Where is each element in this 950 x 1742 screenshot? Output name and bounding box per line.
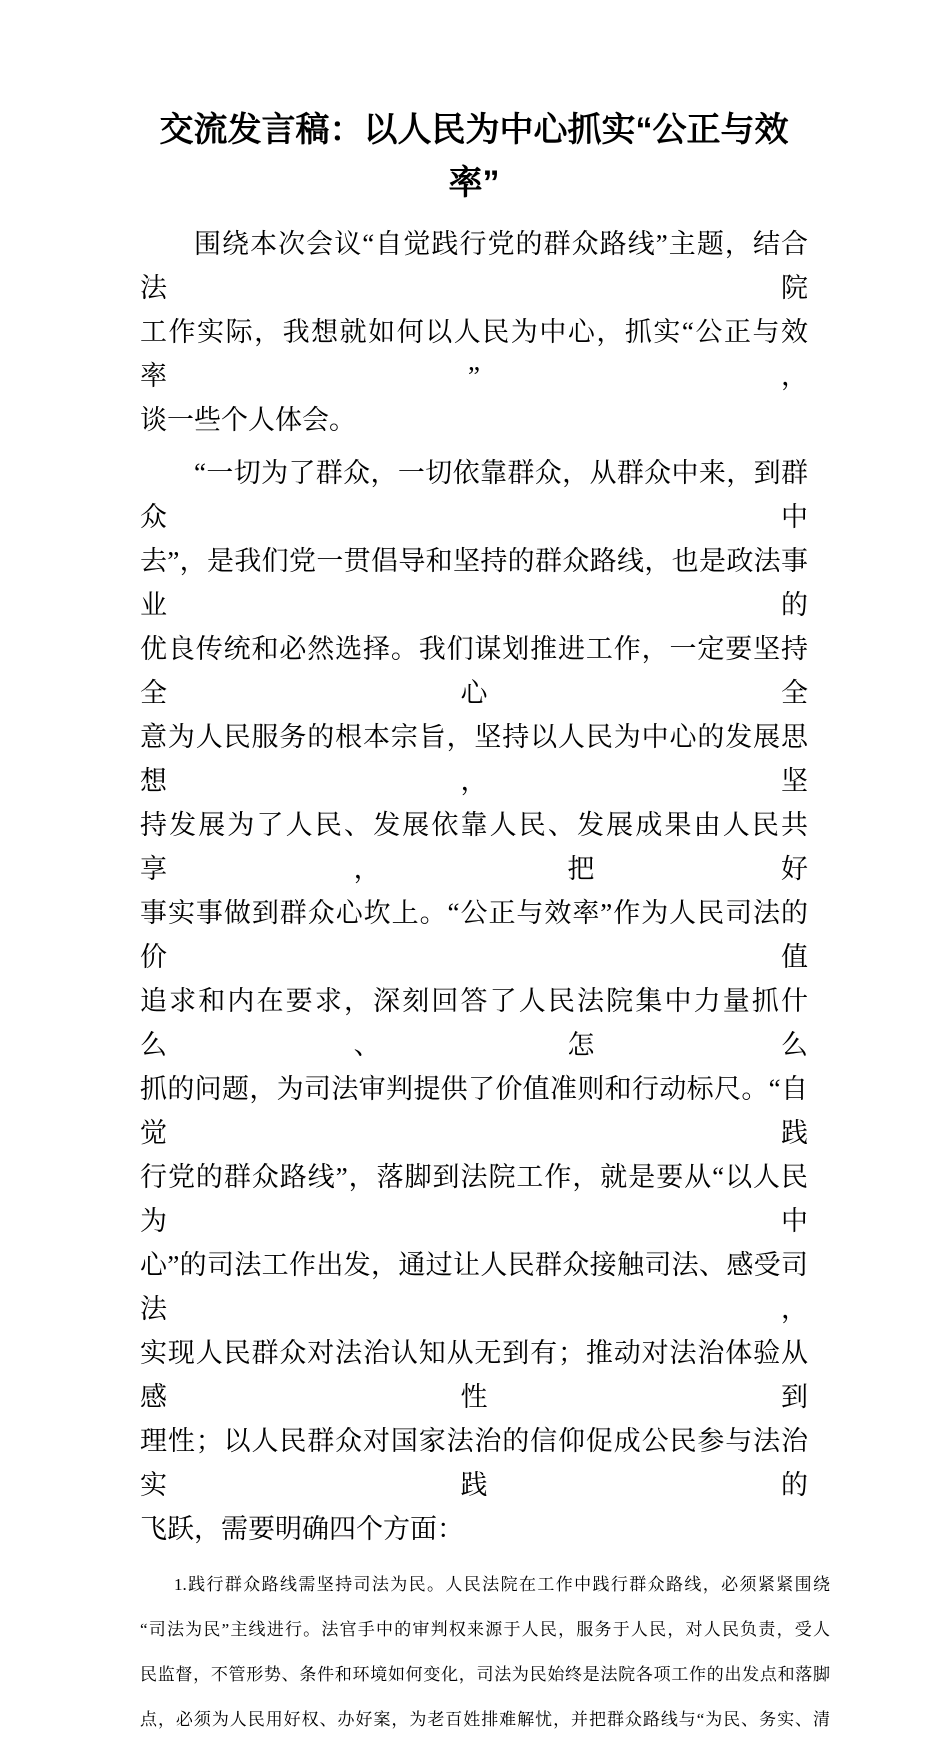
text-line: 事实事做到群众心坎上。“公正与效率”作为人民司法的价值 (140, 898, 808, 972)
text-line: “司法为民”主线进行。法官手中的审判权来源于人民，服务于人民，对人民负责，受人 (140, 1620, 830, 1639)
text-line: 追求和内在要求，深刻回答了人民法院集中力量抓什么、怎么 (140, 986, 808, 1060)
text-line: 谈一些个人体会。 (140, 405, 356, 435)
text-line: 点，必须为人民用好权、办好案，为老百姓排难解忧，并把群众路线与“为民、务实、清 (140, 1710, 830, 1729)
text-line: 优良传统和必然选择。我们谋划推进工作，一定要坚持全心全 (140, 634, 808, 708)
text-line: 1.践行群众路线需坚持司法为民。人民法院在工作中践行群众路线，必须紧紧围绕 (174, 1575, 830, 1594)
text-line: 飞跃，需要明确四个方面： (140, 1514, 464, 1544)
title-line-1: 交流发言稿：以人民为中心抓实“公正与效 (159, 111, 789, 149)
text-line: 去”，是我们党一贯倡导和坚持的群众路线，也是政法事业的 (140, 546, 808, 620)
text-line: 围绕本次会议“自觉践行党的群众路线”主题，结合法院 (140, 229, 808, 303)
text-line: “一切为了群众，一切依靠群众，从群众中来，到群众中 (140, 458, 808, 532)
text-line: 理性；以人民群众对国家法治的信仰促成公民参与法治实践的 (140, 1426, 808, 1500)
text-line: 心”的司法工作出发，通过让人民群众接触司法、感受司法， (140, 1250, 808, 1324)
text-line: 意为人民服务的根本宗旨，坚持以人民为中心的发展思想，坚 (140, 722, 808, 796)
text-line: 行党的群众路线”，落脚到法院工作，就是要从“以人民为中 (140, 1162, 808, 1236)
mass-line-paragraph (140, 451, 808, 1551)
point-1-paragraph (140, 1562, 830, 1742)
text-line: 持发展为了人民、发展依靠人民、发展成果由人民共享，把好 (140, 810, 808, 884)
text-line: 实现人民群众对法治认知从无到有；推动对法治体验从感性到 (140, 1338, 808, 1412)
document-body (140, 222, 830, 1742)
title-line-2: 率” (448, 164, 500, 202)
text-line: 民监督，不管形势、条件和环境如何变化，司法为民始终是法院各项工作的出发点和落脚 (140, 1665, 830, 1684)
text-line: 工作实际，我想就如何以人民为中心，抓实“公正与效率”， (140, 317, 808, 391)
intro-paragraph (140, 222, 808, 442)
text-line: 抓的问题，为司法审判提供了价值准则和行动标尺。“自觉践 (140, 1074, 808, 1148)
document-title (140, 104, 808, 210)
document-page (0, 104, 950, 1729)
